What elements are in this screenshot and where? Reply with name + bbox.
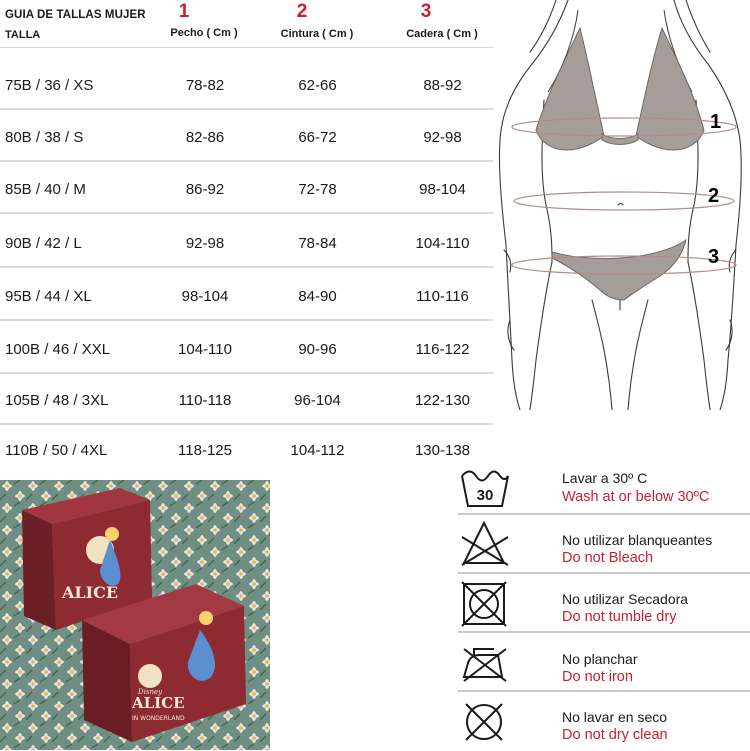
cadera-cell: 92-98: [423, 129, 462, 146]
column-number-1: 1: [178, 1, 190, 22]
care-label-es: No lavar en seco: [562, 709, 668, 725]
row-divider: [0, 372, 493, 374]
pecho-cell: 104-110: [178, 341, 232, 358]
row-divider: [0, 108, 493, 110]
care-label-en: Do not Bleach: [562, 550, 654, 566]
header-divider: [0, 47, 493, 48]
cintura-cell: 72-78: [298, 181, 337, 198]
pecho-cell: 78-82: [185, 77, 225, 94]
column-number-2: 2: [296, 1, 308, 22]
cintura-cell: 96-104: [294, 392, 341, 409]
care-item-dry-clean: [458, 692, 750, 751]
cintura-cell: 66-72: [298, 129, 337, 146]
column-header-cadera: Cadera ( Cm ): [406, 28, 478, 40]
table-row: [0, 377, 493, 425]
row-divider: [0, 423, 493, 425]
cintura-cell: 62-66: [298, 77, 337, 94]
pecho-cell: 92-98: [185, 235, 225, 252]
product-photo: [0, 480, 270, 750]
care-label-en: Do not tumble dry: [562, 609, 677, 625]
box-title-back: ALICE: [62, 583, 119, 602]
column-header-pecho: Pecho ( Cm ): [170, 27, 238, 39]
cintura-cell: 84-90: [298, 288, 337, 305]
row-divider: [0, 212, 493, 214]
column-header-cintura: Cintura ( Cm ): [280, 28, 354, 40]
size-column-header: TALLA: [5, 29, 41, 41]
cintura-cell: 90-96: [298, 341, 337, 358]
table-row: [0, 62, 493, 110]
care-label-en: Do not iron: [562, 669, 633, 685]
cadera-cell: 122-130: [414, 392, 471, 409]
box-title-front: ALICE: [132, 694, 185, 712]
care-label-es: Lavar a 30º C: [562, 470, 648, 486]
no-tumble-dry-icon: [458, 574, 518, 632]
row-divider: [0, 319, 493, 321]
pecho-cell: 86-92: [185, 181, 225, 198]
pecho-cell: 118-125: [178, 442, 232, 459]
table-row: [0, 114, 493, 162]
row-divider: [0, 160, 493, 162]
care-label-en: Do not dry clean: [562, 727, 668, 743]
cintura-cell: 104-112: [290, 442, 345, 459]
cadera-cell: 98-104: [419, 181, 466, 198]
table-row: [0, 427, 493, 475]
cintura-cell: 78-84: [298, 235, 337, 252]
no-iron-icon: [458, 633, 518, 691]
table-row: [0, 220, 493, 268]
box-brand-front: Disney: [138, 688, 163, 696]
size-cell: 90B / 42 / L: [5, 235, 82, 252]
size-cell: 75B / 36 / XS: [5, 77, 94, 94]
cadera-cell: 88-92: [423, 77, 462, 94]
care-label-en: Wash at or below 30ºC: [562, 489, 710, 505]
cadera-cell: 130-138: [414, 442, 471, 459]
measure-marker-3: 3: [708, 246, 720, 268]
pecho-cell: 98-104: [181, 288, 229, 305]
care-label-es: No utilizar blanqueantes: [562, 532, 713, 548]
body-measurement-figure: [496, 0, 750, 410]
row-divider: [0, 266, 493, 268]
care-item-tumble-dry: [458, 574, 750, 633]
care-item-wash: [458, 456, 750, 515]
size-cell: 105B / 48 / 3XL: [5, 392, 109, 409]
table-row: [0, 273, 493, 321]
cadera-cell: 116-122: [415, 341, 470, 358]
size-cell: 95B / 44 / XL: [5, 288, 92, 305]
care-item-iron: [458, 633, 750, 692]
cadera-cell: 110-116: [416, 288, 469, 305]
wash-30-icon: [458, 456, 518, 514]
cadera-cell: 104-110: [415, 235, 470, 252]
table-row: [0, 166, 493, 214]
column-number-3: 3: [420, 1, 432, 22]
size-cell: 100B / 46 / XXL: [5, 341, 111, 358]
wash-temperature: 30: [476, 487, 494, 504]
table-row: [0, 326, 493, 374]
measure-marker-2: 2: [708, 185, 720, 207]
measure-marker-1: 1: [710, 111, 722, 133]
size-cell: 80B / 38 / S: [5, 129, 84, 146]
box-subtitle-front: IN WONDERLAND: [132, 715, 185, 722]
care-label-es: No utilizar Secadora: [562, 591, 689, 607]
care-label-es: No planchar: [562, 651, 638, 667]
pecho-cell: 82-86: [185, 129, 225, 146]
pecho-cell: 110-118: [178, 392, 232, 409]
size-cell: 85B / 40 / M: [5, 181, 86, 198]
care-item-bleach: [458, 515, 750, 574]
no-dry-clean-icon: [458, 692, 518, 750]
no-bleach-icon: [458, 515, 518, 573]
size-guide-title: GUIA DE TALLAS MUJER: [5, 9, 146, 21]
size-cell: 110B / 50 / 4XL: [5, 442, 108, 459]
